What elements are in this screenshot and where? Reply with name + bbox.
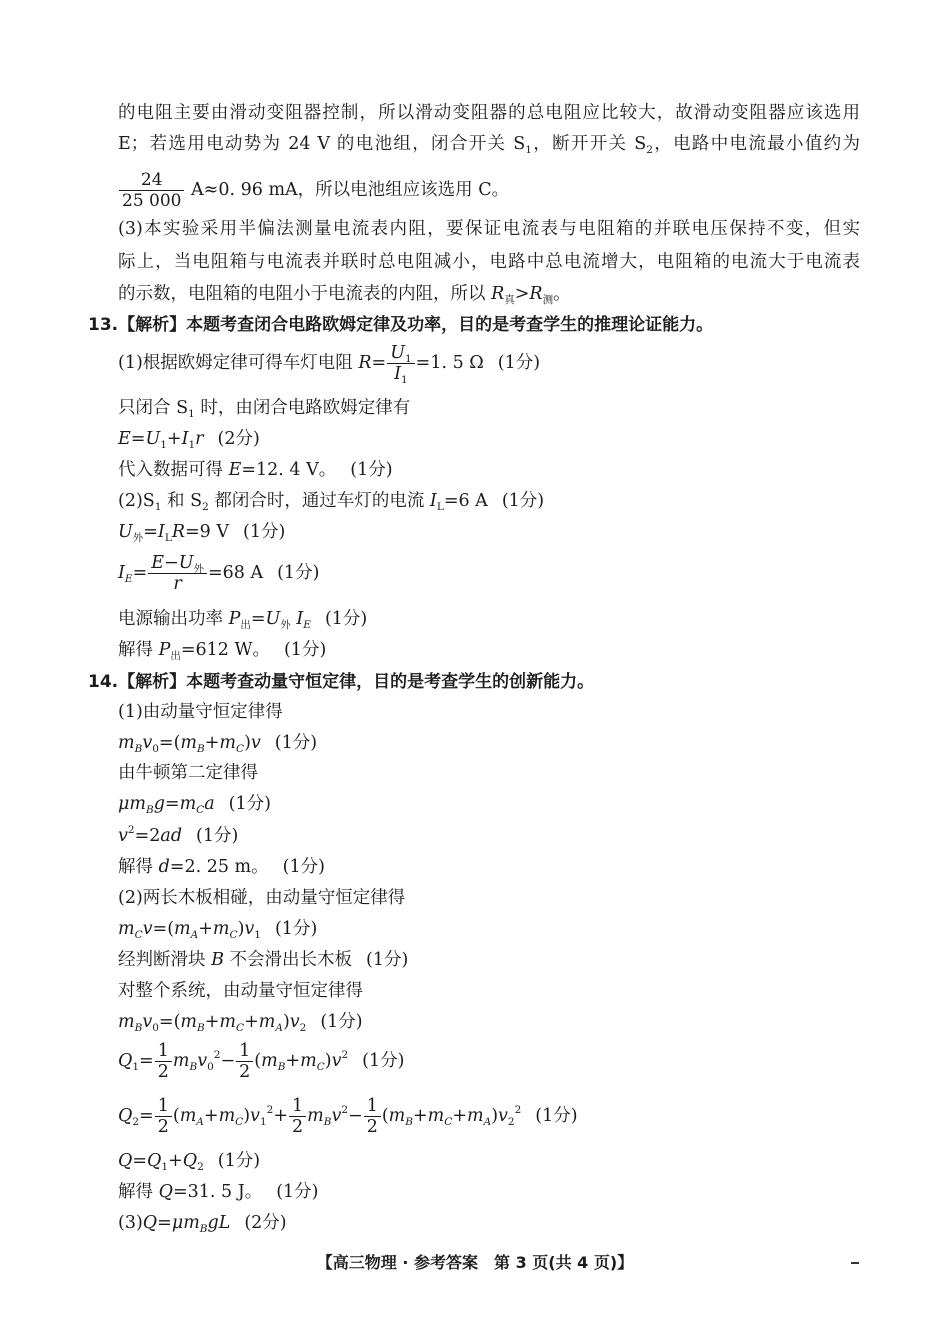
equation-line: $m_Cv=(m_A+m_C)v_1$ (1分) <box>118 919 318 941</box>
equation-line: 解得 d=2. 25 m。 (1分) <box>118 857 325 877</box>
para-line: $\frac{24}{25 000}$ A≈0. 96 mA，所以电池组应该选用 C。 <box>118 170 509 211</box>
text-line: 经判断滑块 B 不会滑出长木板 (1分) <box>118 950 409 970</box>
equation-line: $(2)S_1$ 和 $S_2$ 都闭合时，通过车灯的电流 $I_L=6$ A (1分) <box>118 491 545 513</box>
fraction: $\frac{1}{2}$ <box>364 1096 381 1137</box>
equation-line: 解得 $P_出=612$ W。 (1分) <box>118 640 327 662</box>
para-line: 的示数，电阻箱的电阻小于电流表的内阻，所以 $R_真>R_测$。 <box>118 284 571 306</box>
para-line: (3)本实验采用半偏法测量电流表内阻，要保证电流表与电阻箱的并联电压保持不变，但实 <box>118 219 860 239</box>
equation-line: $Q=Q_1+Q_2$ (1分) <box>118 1151 261 1173</box>
equation-line: $Q_1=$ $\frac{1}{2}$ $m_Bv_0^2-$ $\frac{1}{2}$ $(m_B+m_C)v^2$ (1分) <box>118 1041 405 1082</box>
equation-line: 电源输出功率 $P_出=U_外$ $I_E$ (1分) <box>118 609 368 631</box>
text-line: 由牛顿第二定律得 <box>118 763 258 783</box>
para-line: 际上，当电阻箱与电流表并联时总电阻减小，电路中总电流增大，电阻箱的电流大于电流表 <box>118 252 860 272</box>
fraction: $\frac{U_1}{I_1}$ <box>387 343 414 384</box>
q13-heading: 13.【解析】本题考查闭合电路欧姆定律及功率，目的是考查学生的推理论证能力。 <box>88 315 714 335</box>
equation-line: $U_外=I_LR=9$ V (1分) <box>118 522 286 544</box>
equation-line: $(3)Q=\mu m_BgL$ (2分) <box>118 1213 287 1235</box>
para-line: E；若选用电动势为 24 V 的电池组，闭合开关 $S_1$，断开开关 $S_2$，电路中电流最小值约为 <box>118 134 861 156</box>
equation-line: $m_Bv_0=(m_B+m_C+m_A)v_2$ (1分) <box>118 1012 363 1034</box>
equation-line: $m_Bv_0=(m_B+m_C)v$ (1分) <box>118 733 318 755</box>
equation-line: $\mu m_Bg=m_Ca$ (1分) <box>118 794 271 816</box>
corner-mark <box>851 1262 859 1264</box>
equation-line: $v^2=2ad$ (1分) <box>118 824 239 846</box>
q14-heading: 14.【解析】本题考查动量守恒定律，目的是考查学生的创新能力。 <box>88 672 595 692</box>
para-line: 的电阻主要由滑动变阻器控制，所以滑动变阻器的总电阻应比较大，故滑动变阻器应该选用 <box>118 103 860 123</box>
page-footer: 【高三物理 · 参考答案 第 3 页(共 4 页)】 <box>316 1253 634 1272</box>
equation-line: 代入数据可得 E=12. 4 V。 (1分) <box>118 460 393 480</box>
fraction: $\frac{E-U_外}{r}$ <box>148 553 207 594</box>
equation-line: 解得 Q=31. 5 J。 (1分) <box>118 1182 319 1202</box>
equation-line: $E=U_1+I_1r$ (2分) <box>118 429 260 451</box>
fraction: $\frac{1}{2}$ <box>289 1096 306 1137</box>
text-line: 对整个系统，由动量守恒定律得 <box>118 981 363 1001</box>
text-line: (2)两长木板相碰，由动量守恒定律得 <box>118 888 406 908</box>
equation-line: (1)根据欧姆定律可得车灯电阻 R= $\frac{U_1}{I_1}$ =1. 5 Ω (1分) <box>118 343 541 386</box>
fraction: $\frac{1}{2}$ <box>155 1096 172 1137</box>
equation-line: $Q_2=$ $\frac{1}{2}$ $(m_A+m_C)v_1^2+$ $\frac{1}{2}$ $m_Bv^2-$ $\frac{1}{2}$ $(m_B+m_C+m_A)v_2^2$ (1分) <box>118 1096 578 1137</box>
fraction: $\frac{1}{2}$ <box>155 1041 172 1082</box>
equation-line: $I_E=$ $\frac{E-U_外}{r}$ =68 A (1分) <box>118 553 320 594</box>
text-line: 只闭合 $S_1$ 时，由闭合电路欧姆定律有 <box>118 398 411 420</box>
fraction: $\frac{24}{25 000}$ <box>119 170 184 211</box>
fraction: $\frac{1}{2}$ <box>236 1041 253 1082</box>
text-line: (1)由动量守恒定律得 <box>118 702 283 722</box>
